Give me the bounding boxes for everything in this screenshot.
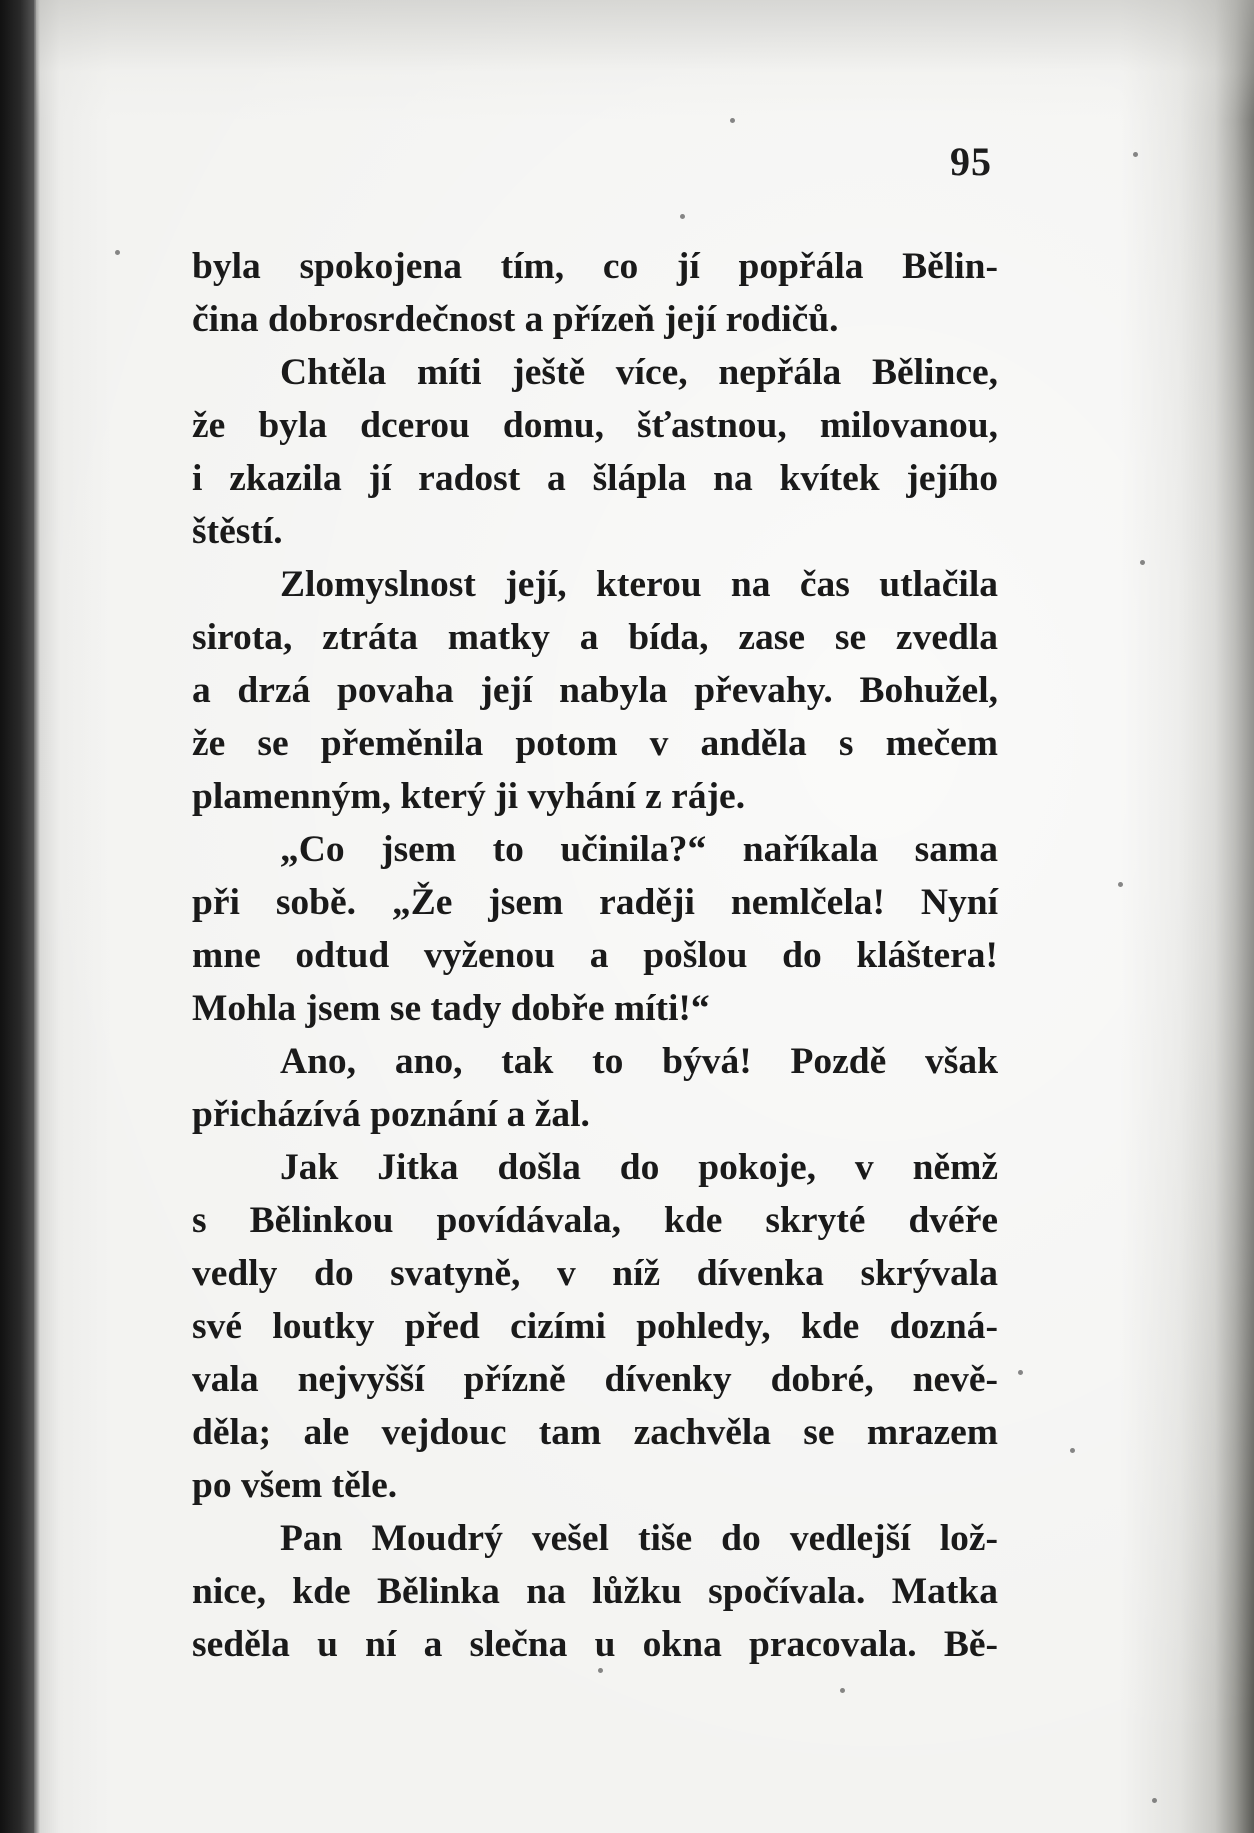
text-line: plamenným, který ji vyhání z ráje. (192, 776, 746, 817)
scan-speck (115, 250, 120, 255)
text-line: Pan Moudrý vešel tiše do vedlejší lož- (280, 1518, 998, 1559)
text-line: při sobě. „Že jsem raději nemlčela! Nyní (192, 882, 998, 923)
text-line: Zlomyslnost její, kterou na čas utlačila (280, 564, 998, 605)
text-line: přicházívá poznání a žal. (192, 1094, 590, 1135)
scan-speck (1152, 1798, 1157, 1803)
text-line: že byla dcerou domu, šťastnou, milovanou, (192, 405, 998, 446)
text-line: Jak Jitka došla do pokoje, v němž (280, 1147, 998, 1188)
body-text (192, 240, 998, 1671)
scan-speck (1070, 1448, 1075, 1453)
text-line: Mohla jsem se tady dobře míti!“ (192, 988, 710, 1029)
scan-speck (1140, 560, 1145, 565)
scan-speck (840, 1688, 845, 1693)
scan-speck (1133, 152, 1138, 157)
text-line: Ano, ano, tak to bývá! Pozdě však (280, 1041, 998, 1082)
text-line: i zkazila jí radost a šlápla na kvítek jejího (192, 458, 998, 499)
book-binding-edge (0, 0, 34, 1833)
text-line: mne odtud vyženou a pošlou do kláštera! (192, 935, 998, 976)
text-line: že se přeměnila potom v anděla s mečem (192, 723, 998, 764)
scan-speck (1018, 1370, 1023, 1375)
text-line: seděla u ní a slečna u okna pracovala. Bě- (192, 1624, 998, 1665)
text-line: vala nejvyšší přízně dívenky dobré, nevě- (192, 1359, 998, 1400)
text-line: vedly do svatyně, v níž dívenka skrývala (192, 1253, 998, 1294)
text-line: své loutky před cizími pohledy, kde dozná- (192, 1306, 998, 1347)
text-line: děla; ale vejdouc tam zachvěla se mrazem (192, 1412, 998, 1453)
text-line: Chtěla míti ještě více, nepřála Bělince, (280, 352, 998, 393)
page-shadow (36, 0, 1254, 120)
page-number: 95 (950, 139, 992, 184)
text-line: štěstí. (192, 511, 283, 552)
scan-speck (1118, 882, 1123, 887)
scan-speck (598, 1668, 603, 1673)
text-line: a drzá povaha její nabyla převahy. Bohužel, (192, 670, 998, 711)
text-line: čina dobrosrdečnost a přízeň její rodičů. (192, 299, 839, 340)
text-line: byla spokojena tím, co jí popřála Bělin- (192, 246, 998, 287)
text-line: po všem těle. (192, 1465, 398, 1506)
text-line: sirota, ztráta matky a bída, zase se zvedla (192, 617, 998, 658)
text-line: „Co jsem to učinila?“ naříkala sama (280, 829, 998, 870)
text-line: s Bělinkou povídávala, kde skryté dvéře (192, 1200, 998, 1241)
scan-speck (730, 118, 735, 123)
scan-speck (680, 214, 685, 219)
text-line: nice, kde Bělinka na lůžku spočívala. Matka (192, 1571, 998, 1612)
